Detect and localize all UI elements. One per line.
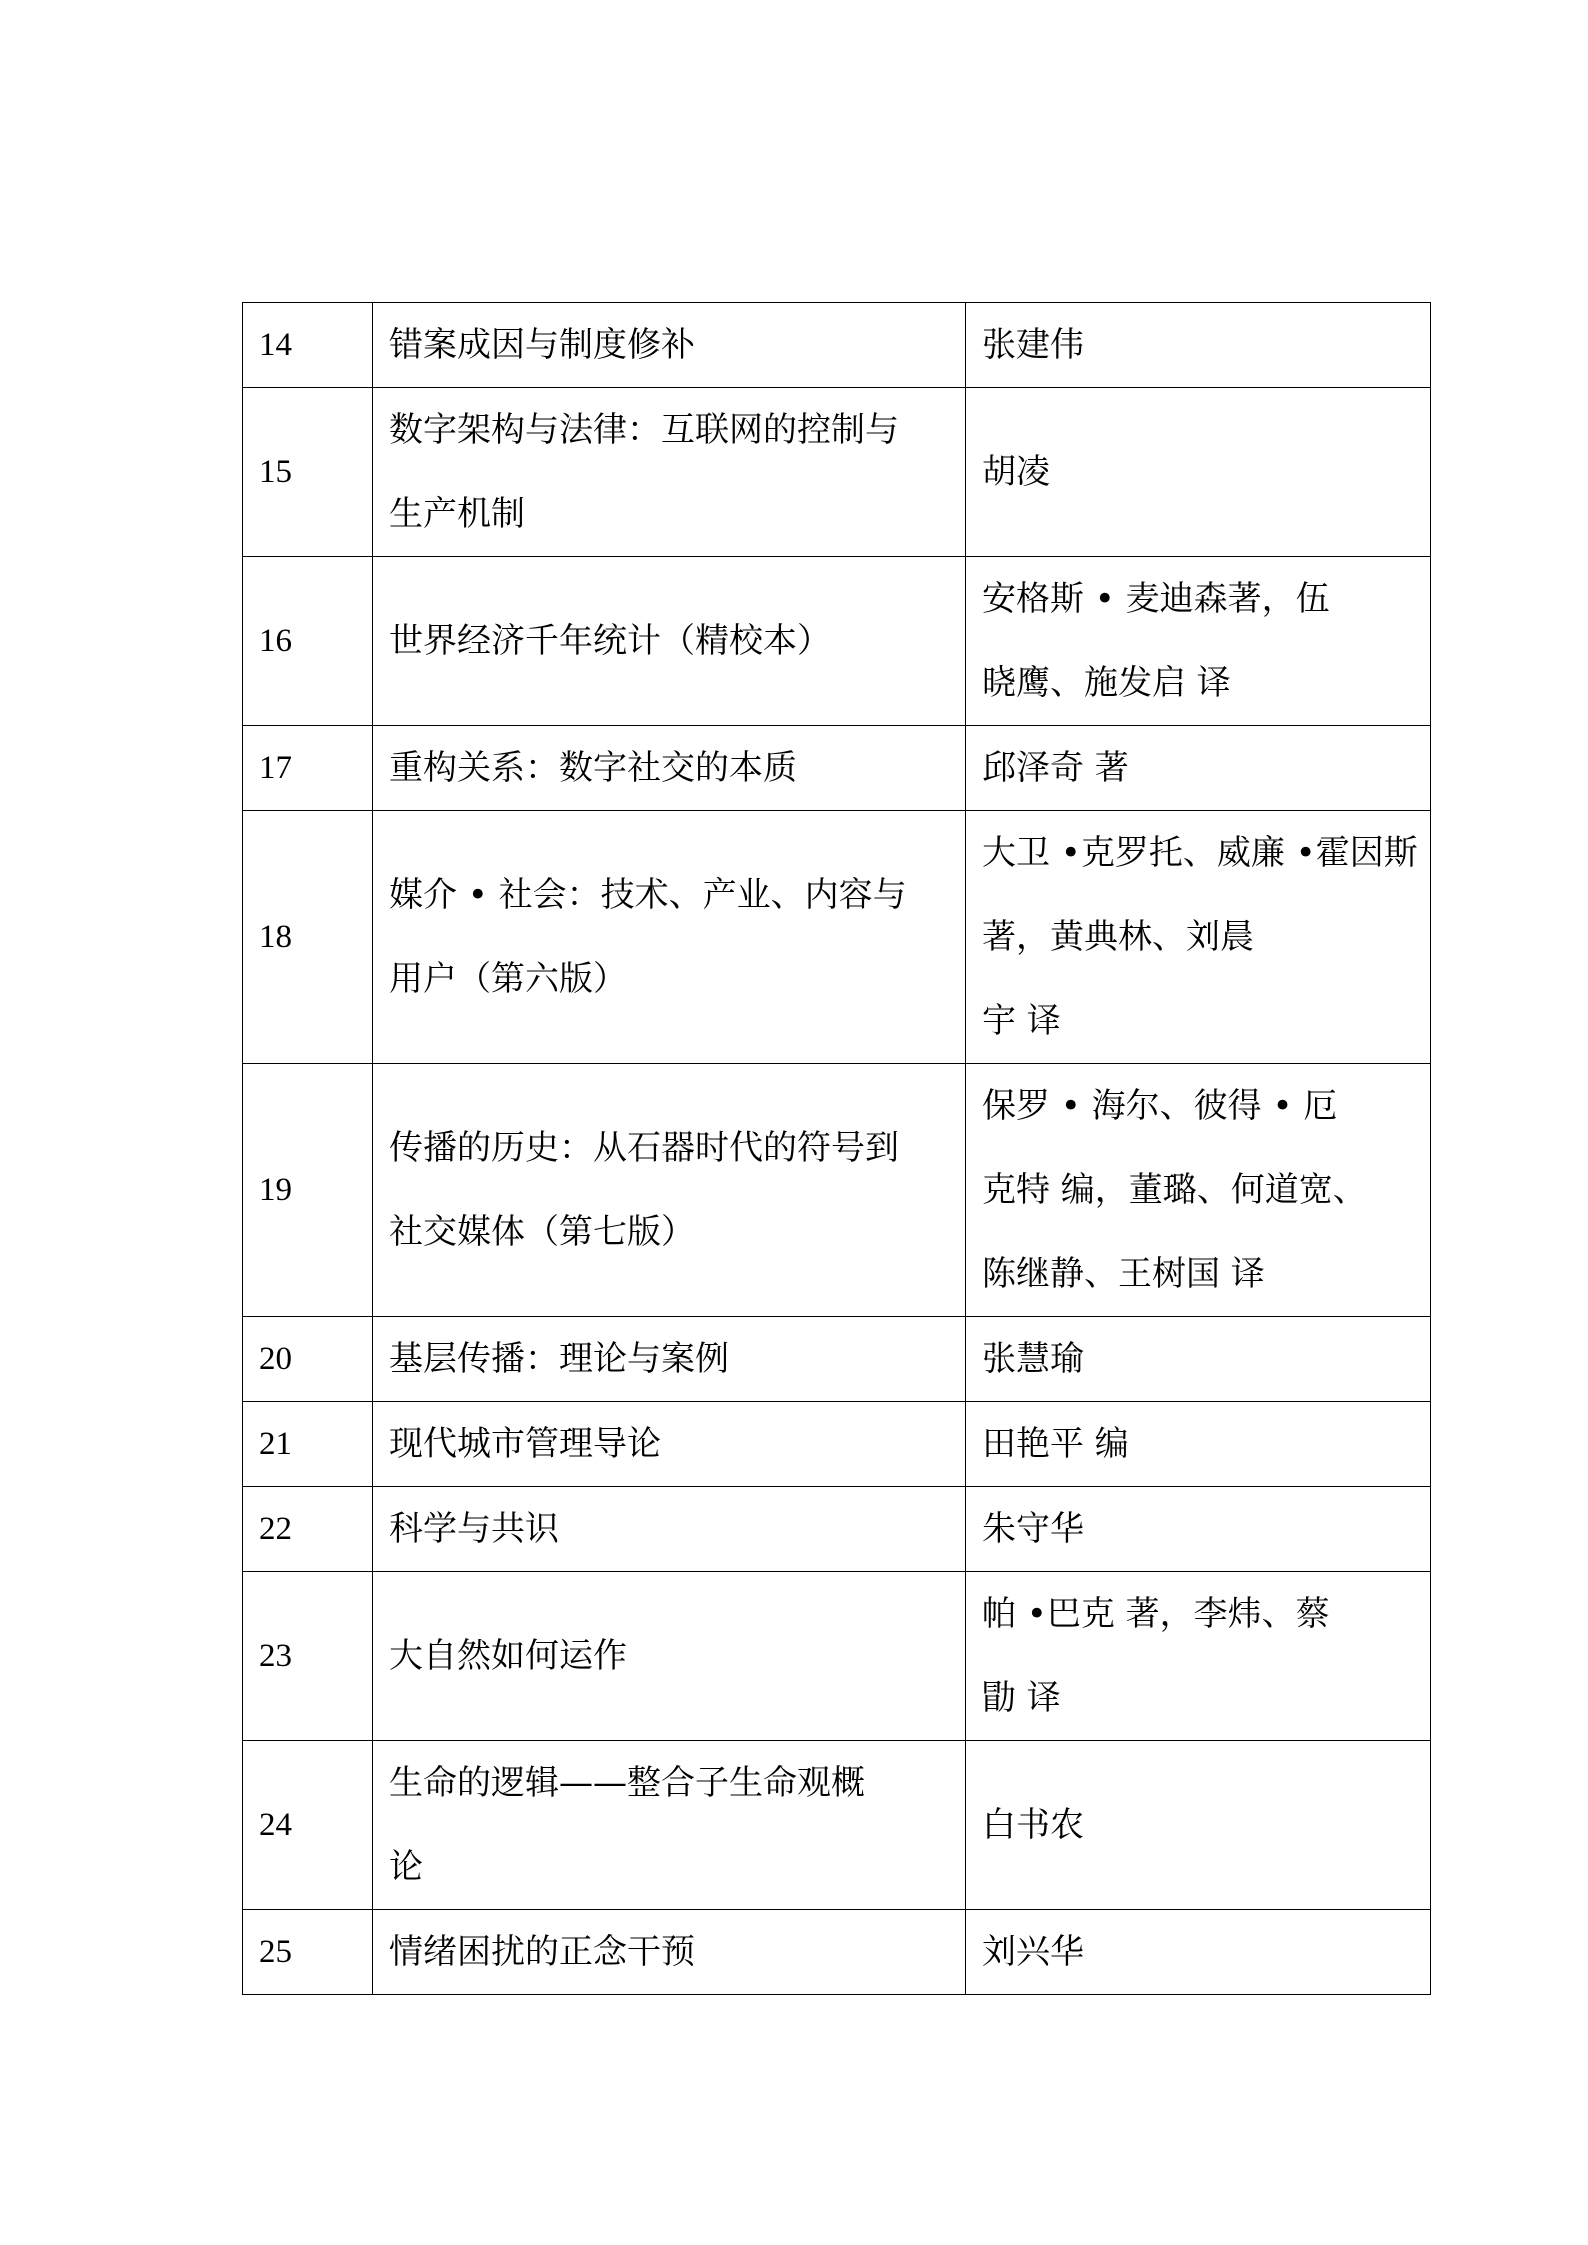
table-row — [243, 811, 1431, 1064]
row-number: 21 — [243, 1402, 373, 1487]
book-title — [373, 1910, 966, 1995]
book-author — [966, 557, 1431, 726]
book-author-line: 晓鹰、施发启 译 — [982, 663, 1231, 703]
book-author-line: 田艳平 编 — [982, 1424, 1129, 1464]
book-author — [966, 1910, 1431, 1995]
book-title — [373, 303, 966, 388]
book-author — [966, 726, 1431, 811]
table-row — [243, 1572, 1431, 1741]
book-title — [373, 1402, 966, 1487]
row-number: 23 — [243, 1572, 373, 1741]
book-author-line: 安格斯 • 麦迪森著，伍 — [982, 579, 1330, 619]
book-title-line: 重构关系：数字社交的本质 — [389, 748, 797, 788]
book-title-line: 科学与共识 — [389, 1509, 559, 1549]
row-number: 19 — [243, 1064, 373, 1317]
book-author — [966, 1402, 1431, 1487]
book-author — [966, 303, 1431, 388]
book-title — [373, 1487, 966, 1572]
book-author-line: 勖 译 — [982, 1678, 1061, 1718]
book-author — [966, 1487, 1431, 1572]
row-number: 16 — [243, 557, 373, 726]
row-number: 17 — [243, 726, 373, 811]
table-row — [243, 557, 1431, 726]
book-list-body — [243, 303, 1431, 1995]
row-number: 25 — [243, 1910, 373, 1995]
book-author-line: 宇 译 — [982, 1001, 1061, 1041]
table-row — [243, 1487, 1431, 1572]
table-row — [243, 388, 1431, 557]
book-author-line: 大卫 •克罗托、威廉 •霍因斯 — [982, 833, 1418, 873]
book-title — [373, 726, 966, 811]
book-author-line: 邱泽奇 著 — [982, 748, 1129, 788]
book-title — [373, 388, 966, 557]
book-title-line: 现代城市管理导论 — [389, 1424, 661, 1464]
book-author-line: 陈继静、王树国 译 — [982, 1254, 1265, 1294]
row-number: 15 — [243, 388, 373, 557]
table-row — [243, 303, 1431, 388]
book-author — [966, 1741, 1431, 1910]
book-title — [373, 557, 966, 726]
book-author-line: 保罗 • 海尔、彼得 • 厄 — [982, 1086, 1338, 1126]
table-row — [243, 1741, 1431, 1910]
table-row — [243, 1402, 1431, 1487]
book-title-line: 论 — [389, 1847, 423, 1887]
book-title — [373, 1572, 966, 1741]
book-author-line: 刘兴华 — [982, 1932, 1084, 1972]
book-title-line: 生命的逻辑——整合子生命观概 — [389, 1763, 865, 1803]
table-row — [243, 1064, 1431, 1317]
table-row — [243, 726, 1431, 811]
book-author — [966, 1317, 1431, 1402]
book-list-table — [242, 302, 1431, 1995]
book-title-line: 用户（第六版） — [389, 959, 627, 999]
table-row — [243, 1910, 1431, 1995]
row-number: 24 — [243, 1741, 373, 1910]
book-author-line: 张建伟 — [982, 325, 1084, 365]
book-title — [373, 811, 966, 1064]
book-author-line: 著，黄典林、刘晨 — [982, 917, 1254, 957]
book-author-line: 胡凌 — [982, 452, 1050, 492]
book-title-line: 世界经济千年统计（精校本） — [389, 621, 831, 661]
book-author — [966, 1064, 1431, 1317]
book-author-line: 帕 •巴克 著，李炜、蔡 — [982, 1594, 1330, 1634]
book-title — [373, 1741, 966, 1910]
book-title-line: 情绪困扰的正念干预 — [389, 1932, 695, 1972]
book-author — [966, 811, 1431, 1064]
book-author-line: 张慧瑜 — [982, 1339, 1084, 1379]
book-title-line: 传播的历史：从石器时代的符号到 — [389, 1128, 899, 1168]
book-author — [966, 1572, 1431, 1741]
table-row — [243, 1317, 1431, 1402]
book-title-line: 媒介 • 社会：技术、产业、内容与 — [389, 875, 907, 915]
book-author — [966, 388, 1431, 557]
book-title-line: 基层传播：理论与案例 — [389, 1339, 729, 1379]
row-number: 18 — [243, 811, 373, 1064]
row-number: 22 — [243, 1487, 373, 1572]
book-title — [373, 1317, 966, 1402]
book-title-line: 错案成因与制度修补 — [389, 325, 695, 365]
book-title — [373, 1064, 966, 1317]
book-title-line: 生产机制 — [389, 494, 525, 534]
book-author-line: 朱守华 — [982, 1509, 1084, 1549]
book-title-line: 社交媒体（第七版） — [389, 1212, 695, 1252]
book-title-line: 大自然如何运作 — [389, 1636, 627, 1676]
book-author-line: 白书农 — [982, 1805, 1084, 1845]
book-author-line: 克特 编，董璐、何道宽、 — [982, 1170, 1367, 1210]
row-number: 14 — [243, 303, 373, 388]
row-number: 20 — [243, 1317, 373, 1402]
book-title-line: 数字架构与法律：互联网的控制与 — [389, 410, 899, 450]
